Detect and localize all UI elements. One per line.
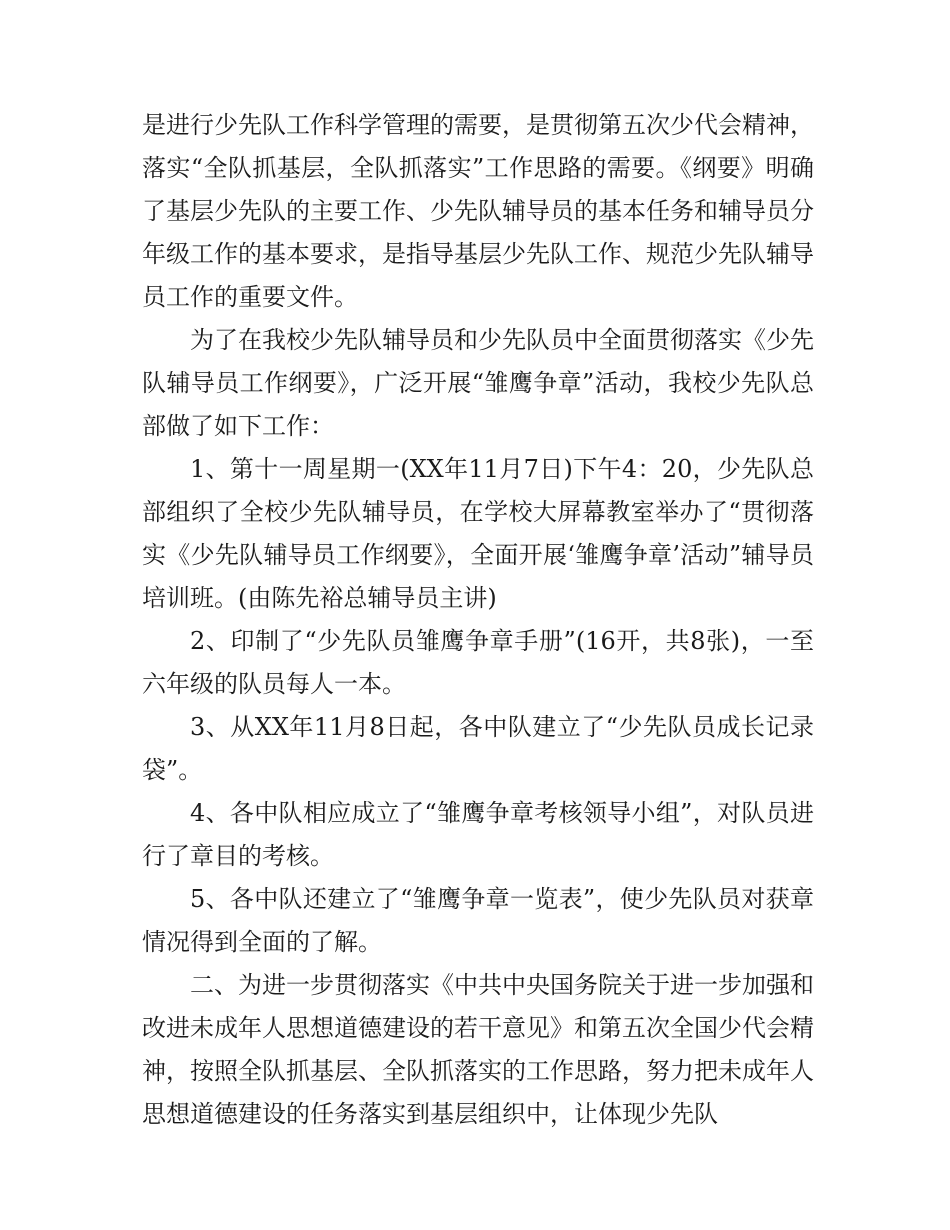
paragraph-2: 为了在我校少先队辅导员和少先队员中全面贯彻落实《少先队辅导员工作纲要》，广泛开展“雏鹰争章”活动，我校少先队总部做了如下工作： xyxy=(142,326,814,440)
paragraph-8: 二、为进一步贯彻落实《中共中央国务院关于进一步加强和改进未成年人思想道德建设的若干意见》和第五次全国少代会精神，按照全队抓基层、全队抓落实的工作思路，努力把未成年人思想道德建设的任务落实到基层组织中，让体现少先队 xyxy=(142,971,814,1128)
paragraph-7: 5、各中队还建立了“雏鹰争章一览表”，使少先队员对获章情况得到全面的了解。 xyxy=(142,885,814,956)
paragraph-5: 3、从XX年11月8日起，各中队建立了“少先队员成长记录袋”。 xyxy=(142,713,814,784)
paragraph-4: 2、印制了“少先队员雏鹰争章手册”(16开，共8张)，一至六年级的队员每人一本。 xyxy=(142,627,814,698)
paragraph-3: 1、第十一周星期一(XX年11月7日)下午4：20，少先队总部组织了全校少先队辅导员，在学校大屏幕教室举办了“贯彻落实《少先队辅导员工作纲要》，全面开展‘雏鹰争章’活动”辅导员培训班。(由陈先裕总辅导员主讲) xyxy=(142,455,814,612)
document-body xyxy=(142,104,814,1136)
paragraph-6: 4、各中队相应成立了“雏鹰争章考核领导小组”，对队员进行了章目的考核。 xyxy=(142,799,814,870)
paragraph-1: 是进行少先队工作科学管理的需要，是贯彻第五次少代会精神，落实“全队抓基层，全队抓落实”工作思路的需要。《纲要》明确了基层少先队的主要工作、少先队辅导员的基本任务和辅导员分年级工作的基本要求，是指导基层少先队工作、规范少先队辅导员工作的重要文件。 xyxy=(142,111,814,311)
